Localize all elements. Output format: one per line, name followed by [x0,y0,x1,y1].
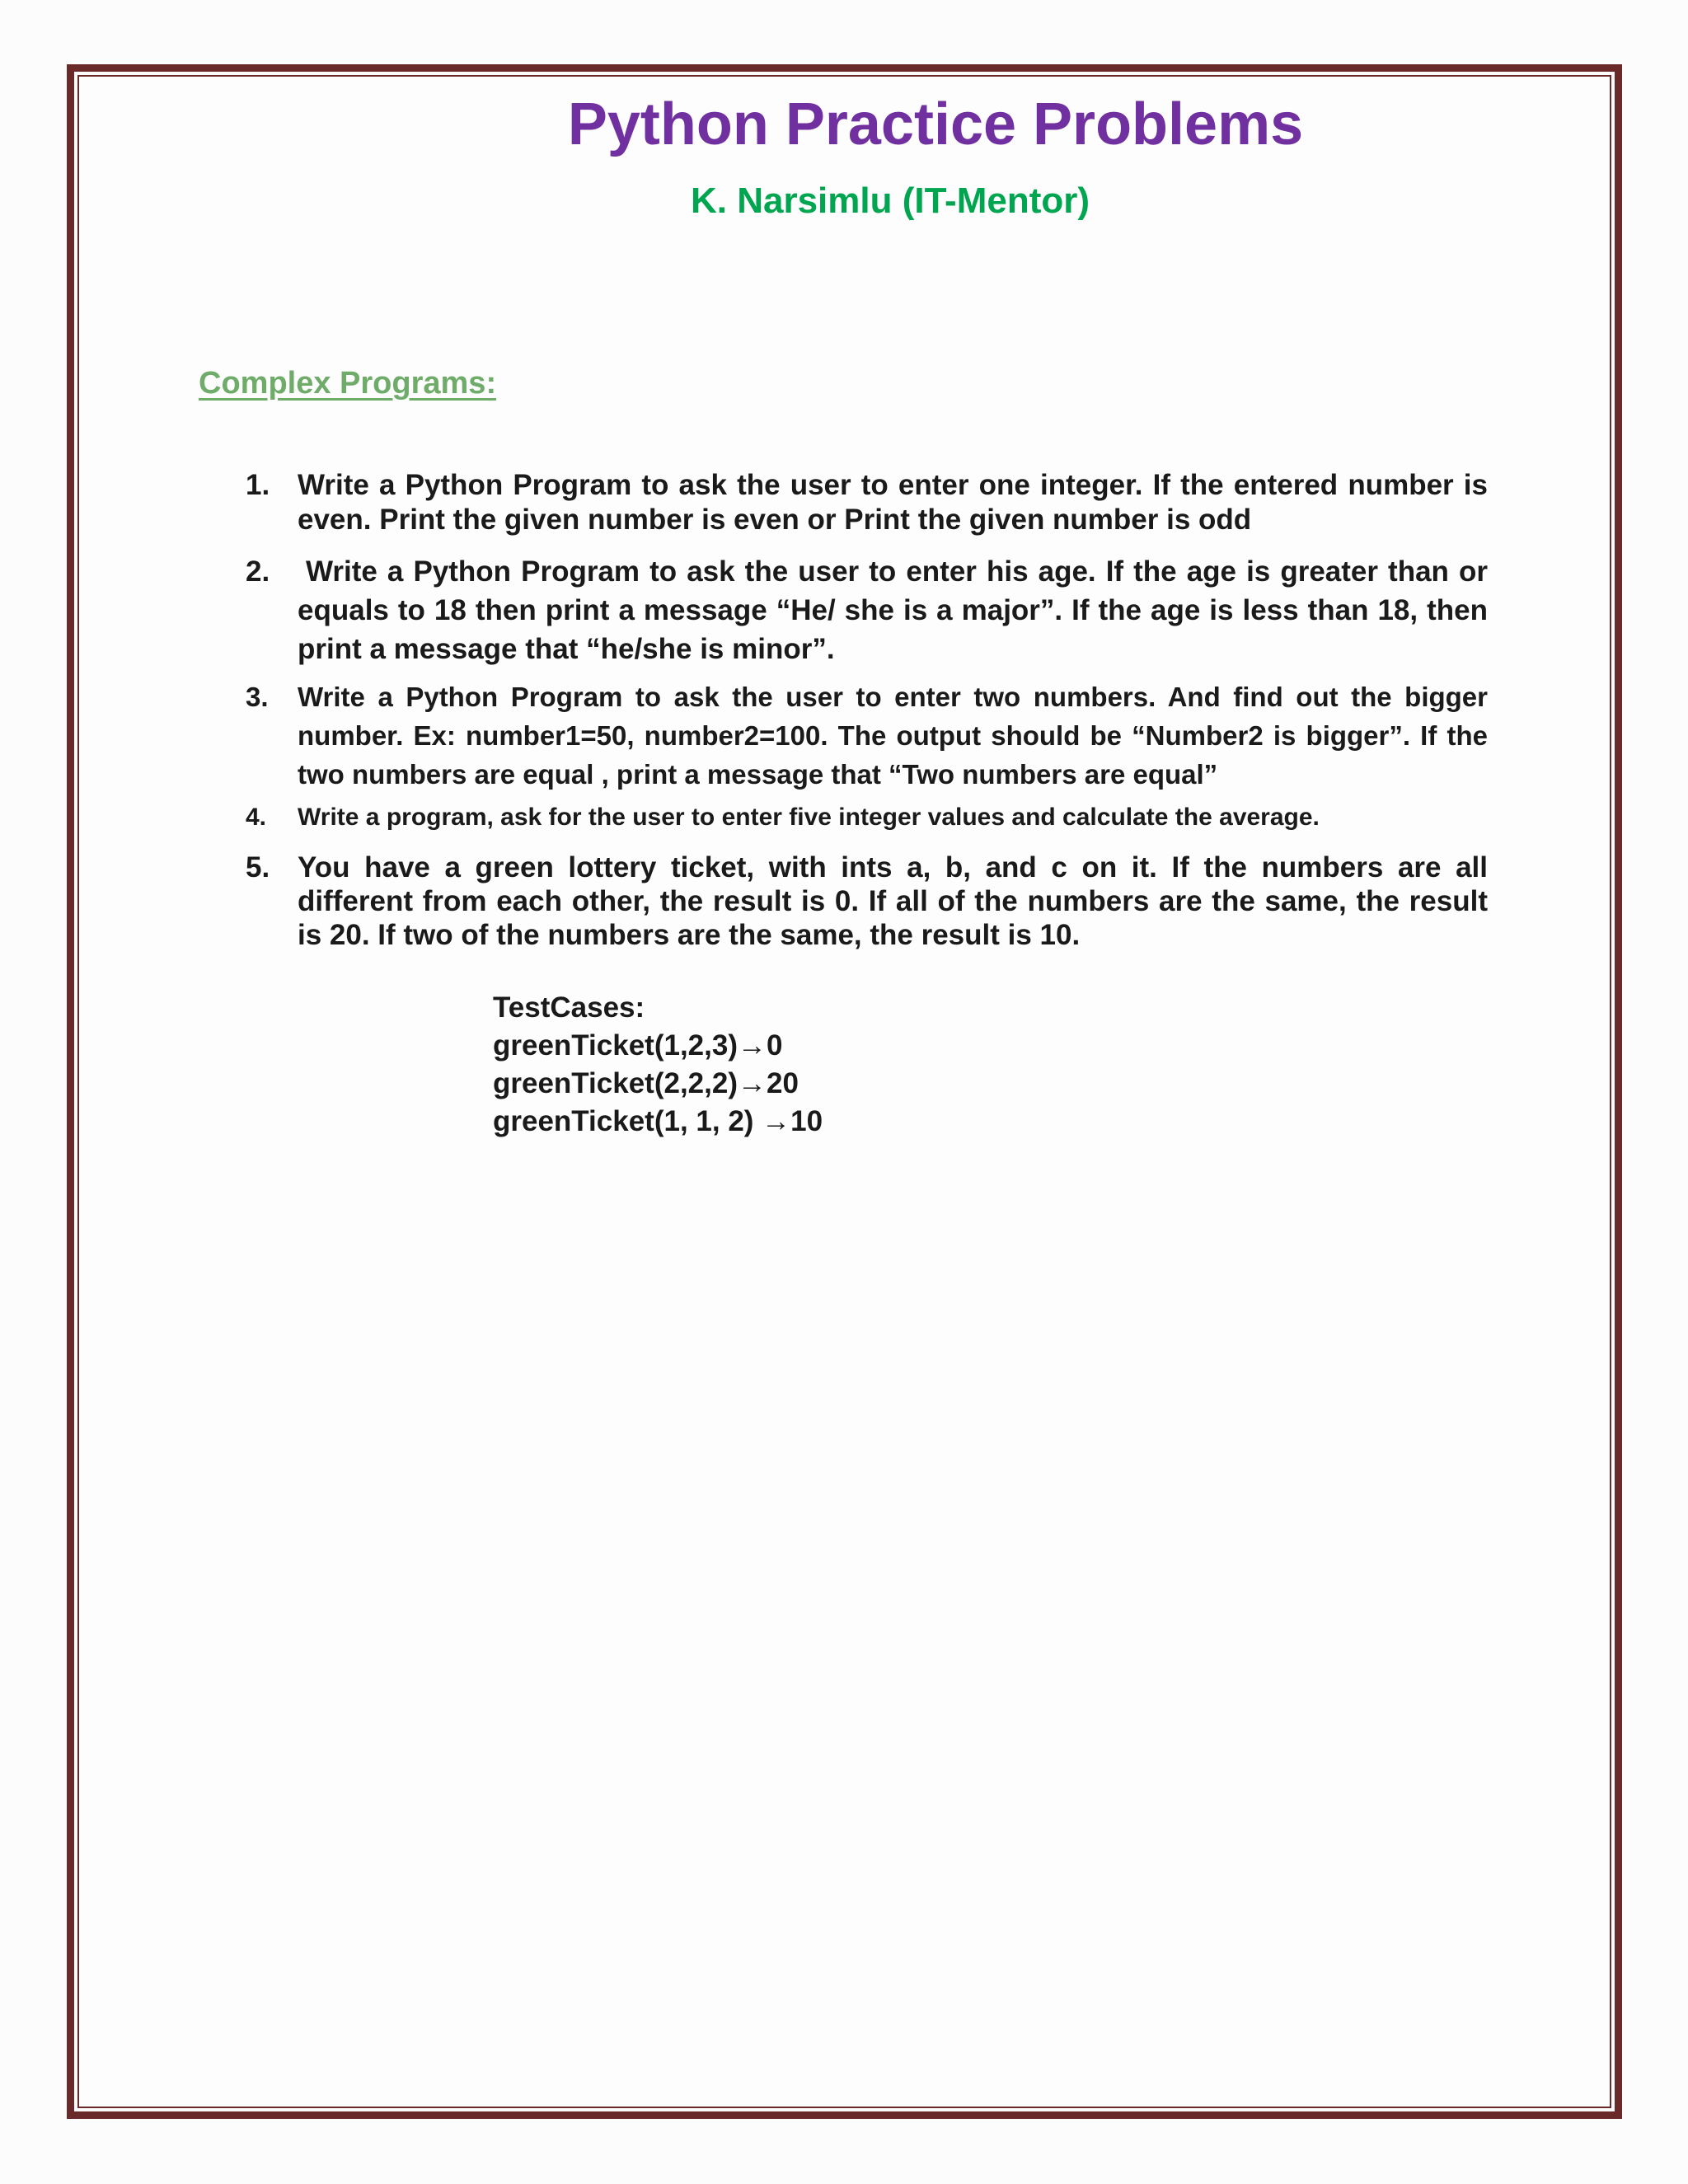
problem-number: 2. [246,555,270,588]
author-line: K. Narsimlu (IT-Mentor) [690,180,1090,221]
testcase-line: greenTicket(1,2,3)→0 [493,1029,783,1062]
section-heading: Complex Programs: [199,366,497,401]
testcases-block [493,989,823,1141]
testcase-line: greenTicket(1, 1, 2) →10 [493,1105,823,1137]
problem-number: 3. [246,682,269,712]
problem-text: Write a Python Program to ask the user to enter one integer. If the entered number is even. Print the given number is even or Print the given number is odd [298,469,1488,536]
problem-number: 4. [246,804,267,831]
problem-text: Write a Python Program to ask the user to enter his age. If the age is greater than or equals to 18 then print a message “He/ she is a major”. If the age is less than 18, then print a message that “he/she is minor”. [298,555,1488,665]
problem-text: You have a green lottery ticket, with ints a, b, and c on it. If the numbers are all different from each other, the result is 0. If all of the numbers are the same, the result is 20. If two of the numbers are the same, the result is 10. [298,851,1488,951]
problem-text: Write a Python Program to ask the user to enter two numbers. And find out the bigger number. Ex: number1=50, number2=100. The output should be “Number2 is bigger”. If the two numbers are equal , print a message that “Two numbers are equal” [298,682,1488,790]
problem-text: Write a program, ask for the user to enter five integer values and calculate the average. [298,804,1320,831]
problem-number: 1. [246,469,270,501]
page-title: Python Practice Problems [567,91,1304,157]
testcase-line: greenTicket(2,2,2)→20 [493,1067,799,1099]
testcases-heading: TestCases: [493,991,645,1024]
problem-number: 5. [246,851,270,883]
